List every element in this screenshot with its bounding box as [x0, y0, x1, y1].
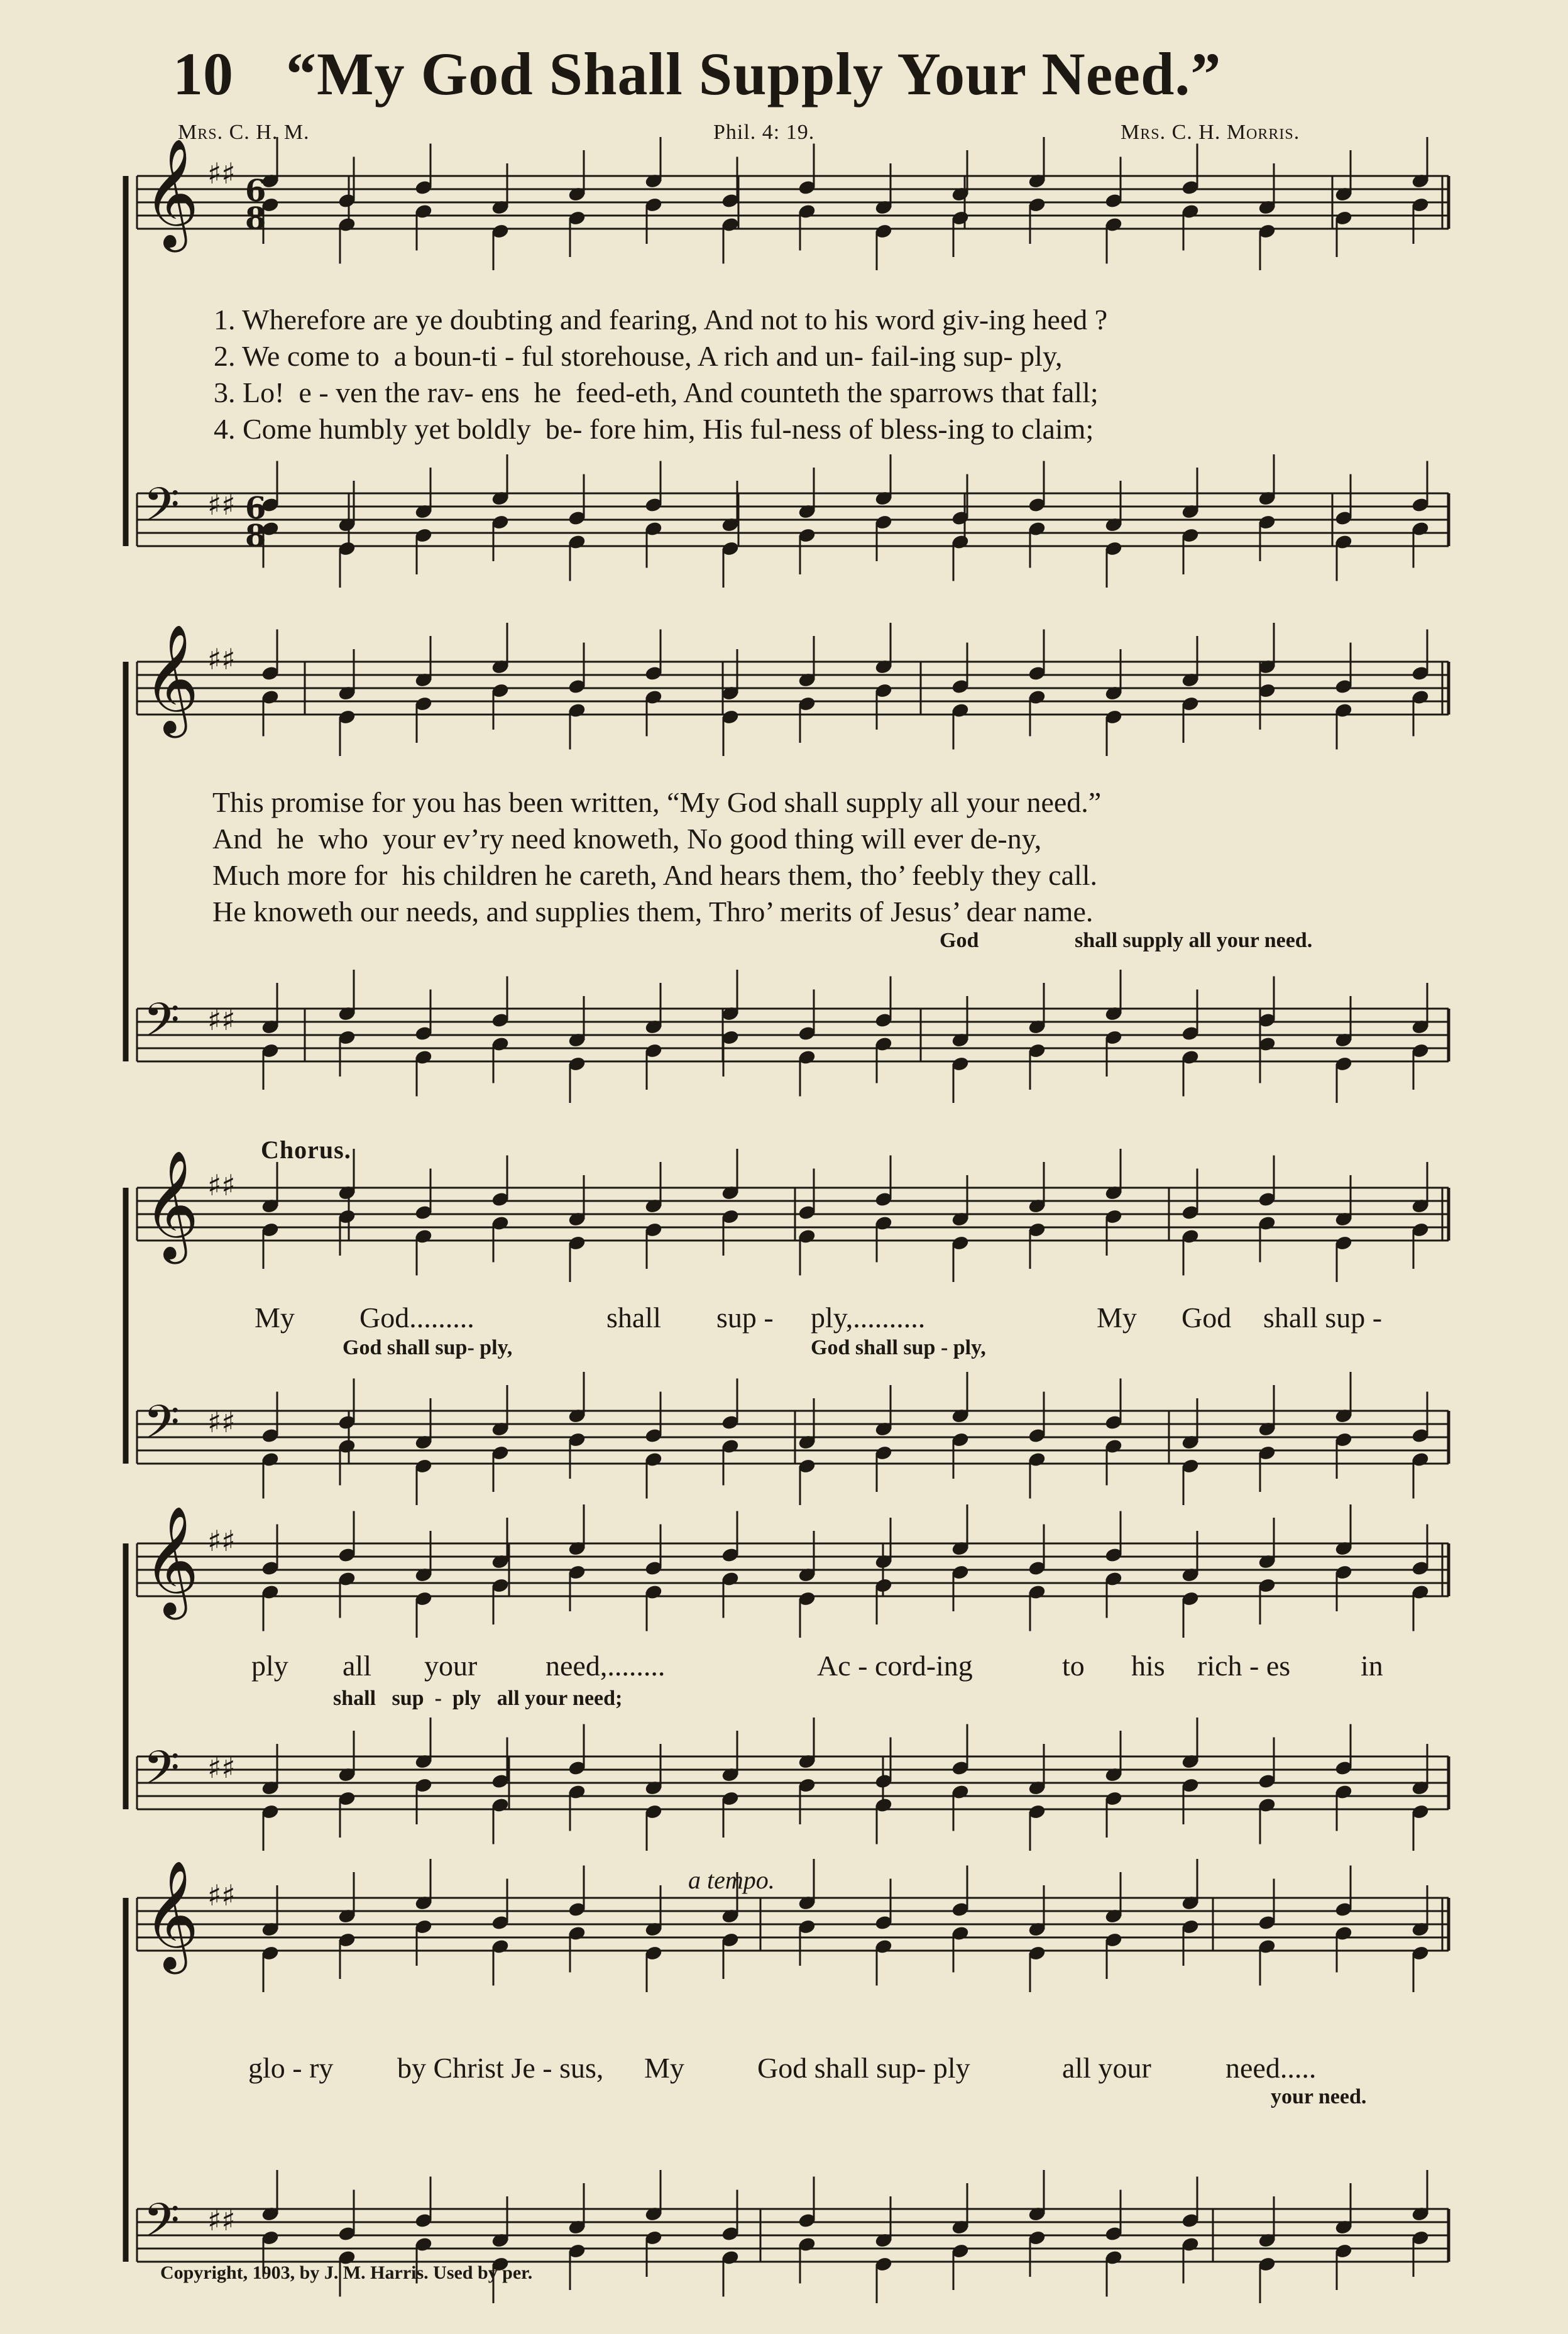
time-signature: 6: [245, 491, 266, 526]
chorus-l3-w4: all your: [1062, 2052, 1151, 2084]
chorus-l1-w4: ply,..........: [811, 1301, 926, 1334]
tempo-marking: a tempo.: [688, 1866, 775, 1894]
verse-2-line-1: 2. We come to a boun-ti - ful storehouse, A rich and un- fail-ing sup- ply,: [214, 340, 1063, 372]
chorus-l2-w0: ply: [251, 1650, 288, 1682]
verse-3-line-2: Much more for his children he careth, And hears them, tho’ feebly they call.: [212, 859, 1098, 891]
chorus-l3-w2: My: [644, 2052, 684, 2084]
treble-clef-icon: 𝄞: [143, 1860, 199, 1970]
chorus-l1-w0: My: [255, 1301, 295, 1334]
bass-words-god: God: [940, 929, 979, 952]
bass-clef-icon: 𝄢: [143, 1395, 180, 1461]
verse-4-line-2: He knoweth our needs, and supplies them, Thro’ merits of Jesus’ dear name.: [212, 896, 1094, 928]
treble-clef-icon: 𝄞: [143, 1150, 199, 1259]
verse-3-line-1: 3. Lo! e - ven the rav- ens he feed-eth, And counteth the sparrows that fall;: [214, 376, 1099, 408]
scripture-reference: Phil. 4: 19.: [713, 121, 815, 144]
verse-2-line-2: And he who your ev’ry need knoweth, No good thing will ever de-ny,: [212, 823, 1042, 855]
chorus-l1-w7: shall sup -: [1263, 1301, 1383, 1334]
chorus-bass-words-3: your need.: [1271, 2085, 1367, 2108]
time-signature: 6: [245, 173, 266, 209]
time-signature: 8: [245, 518, 266, 554]
sharp-icon: ♯♯: [207, 156, 236, 190]
treble-clef-icon: 𝄞: [143, 1506, 199, 1615]
bass-clef-icon: 𝄢: [143, 993, 180, 1059]
bass-clef-icon: 𝄢: [143, 2193, 180, 2259]
copyright-notice: Copyright, 1903, by J. M. Harris. Used by per.: [160, 2262, 533, 2283]
chorus-l2-w3: need,........: [546, 1650, 666, 1682]
chorus-l1-w3: sup -: [716, 1301, 774, 1334]
sharp-icon: ♯♯: [207, 1878, 236, 1912]
sharp-icon: ♯♯: [207, 1751, 236, 1785]
chorus-l1-w5: My: [1097, 1301, 1137, 1334]
verse-4-line-1: 4. Come humbly yet boldly be- fore him, His ful-ness of bless-ing to claim;: [214, 413, 1094, 445]
chorus-l1-w6: God: [1181, 1301, 1232, 1334]
sharp-icon: ♯♯: [207, 1168, 236, 1202]
sharp-icon: ♯♯: [207, 1003, 236, 1037]
composer-credit: Mrs. C. H. Morris.: [1121, 121, 1300, 144]
chorus-label: Chorus.: [261, 1136, 351, 1164]
treble-clef-icon: 𝄞: [143, 138, 199, 248]
chorus-l2-w2: your: [424, 1650, 478, 1682]
hymn-title: “My God Shall Supply Your Need.”: [286, 40, 1222, 107]
chorus-l2-w7: rich - es: [1197, 1650, 1291, 1682]
author-credit: Mrs. C. H. M.: [178, 121, 310, 144]
bass-clef-icon: 𝄢: [143, 478, 180, 544]
treble-clef-icon: 𝄞: [143, 624, 199, 733]
chorus-l2-w4: Ac - cord-ing: [817, 1650, 973, 1682]
chorus-bass-words-2: shall sup - ply all your need;: [333, 1687, 623, 1710]
verse-1-line-2: This promise for you has been written, “My God shall supply all your need.”: [212, 786, 1102, 818]
sharp-icon: ♯♯: [207, 1524, 236, 1558]
time-signature: 8: [245, 201, 266, 236]
chorus-l2-w8: in: [1361, 1650, 1383, 1682]
chorus-bass-words-1a: God shall sup- ply,: [343, 1336, 513, 1359]
sharp-icon: ♯♯: [207, 642, 236, 676]
hymn-number: 10: [173, 40, 233, 107]
chorus-l1-w2: shall: [606, 1301, 661, 1334]
chorus-l2-w5: to: [1062, 1650, 1085, 1682]
bass-words-supply: shall supply all your need.: [1075, 929, 1313, 952]
chorus-l1-w1: God.........: [359, 1301, 474, 1334]
sharp-icon: ♯♯: [207, 2203, 236, 2237]
chorus-bass-words-1b: God shall sup - ply,: [811, 1336, 986, 1359]
chorus-l3-w0: glo - ry: [248, 2052, 334, 2084]
sharp-icon: ♯♯: [207, 1405, 236, 1439]
chorus-l3-w1: by Christ Je - sus,: [397, 2052, 604, 2084]
verse-1-line-1: 1. Wherefore are ye doubting and fearing, And not to his word giv-ing heed ?: [214, 304, 1108, 336]
sharp-icon: ♯♯: [207, 488, 236, 522]
chorus-l3-w5: need.....: [1225, 2052, 1317, 2084]
chorus-l2-w1: all: [343, 1650, 371, 1682]
bass-clef-icon: 𝄢: [143, 1741, 180, 1807]
chorus-l2-w6: his: [1131, 1650, 1165, 1682]
chorus-l3-w3: God shall sup- ply: [757, 2052, 970, 2084]
